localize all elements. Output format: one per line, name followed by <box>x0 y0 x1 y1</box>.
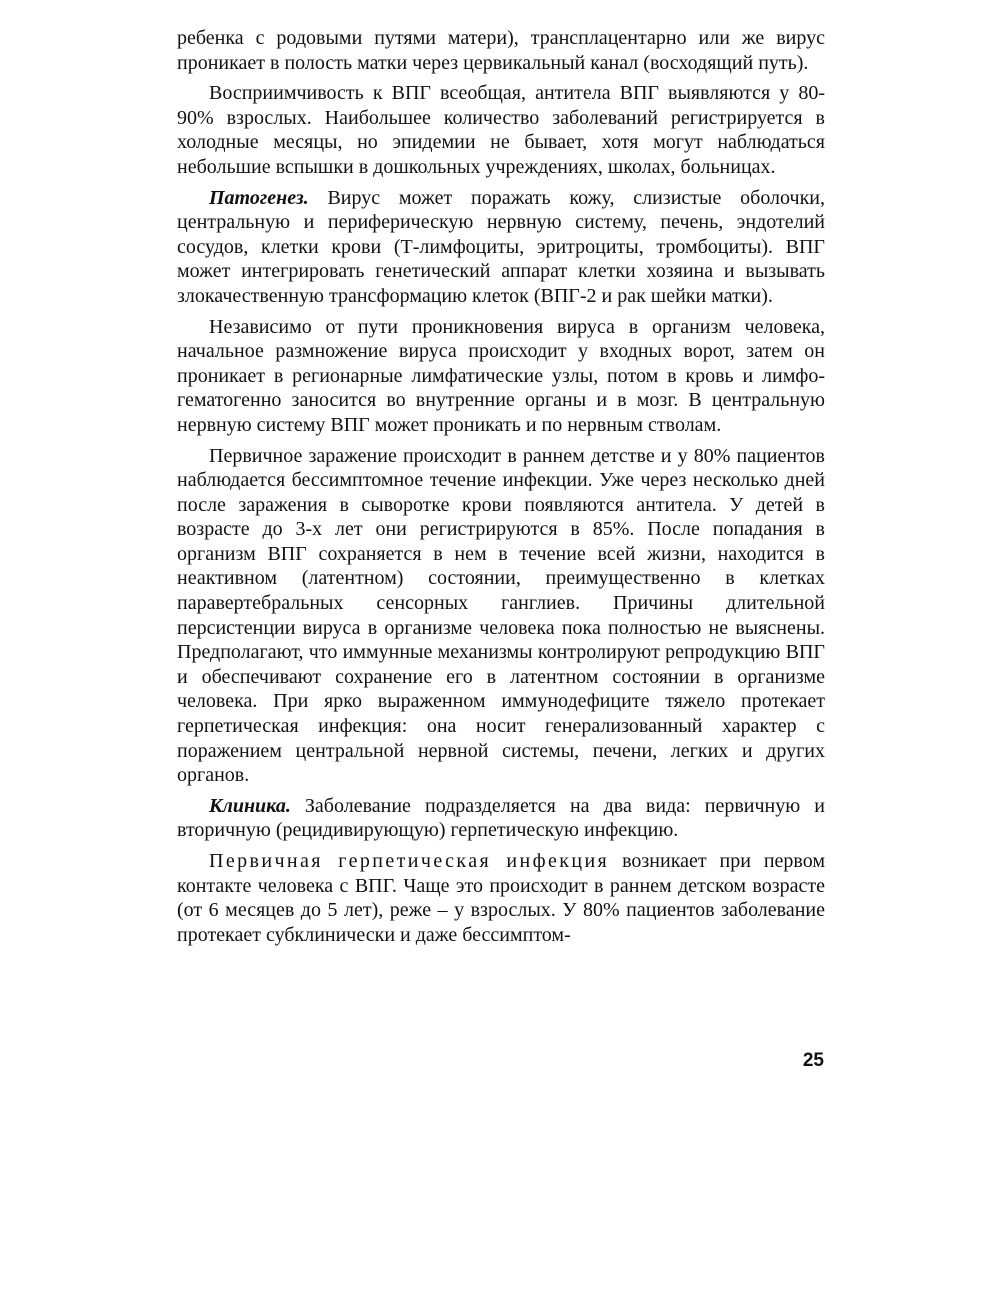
paragraph-continuation <box>177 26 825 75</box>
paragraph-primary-infection <box>177 444 825 788</box>
paragraph-text: Восприимчивость к ВПГ всеобщая, антитела ВПГ выявляются у 80-90% взрослых. Наибольшее количество заболеваний регистрируется в холодные месяцы, но эпидемии не бывает, хотя могут наблюдаться небольшие вспышки в дошкольных учреждениях, школах, больницах. <box>177 82 825 178</box>
paragraph-text: Первичное заражение происходит в раннем детстве и у 80% пациентов наблюдается бессимптомное течение инфекции. Уже через несколько дней после заражения в сыворотке крови появляются антитела. У детей в возрасте до 3-х лет они регистрируются в 85%. После попадания в организм ВПГ сохраняется в нем в течение всей жизни, находится в неактивном (латентном) состоянии, преимущественно в клетках паравертебральных сенсорных ганглиев. Причины длительной персистенции вируса в организме человека пока полностью не выяснены. Предполагают, что иммунные механизмы контролируют репродукцию ВПГ и обеспечивают сохранение его в латентном состоянии в организме человека. При ярко выраженном иммунодефиците тяжело протекает герпетическая инфекция: она носит генерализованный характер с поражением центральной нервной системы, печени, легких и других органов. <box>177 444 825 787</box>
paragraph-text: возникает при первом контакте человека с ВПГ. Чаще это происходит в раннем детском возрасте (от 6 месяцев до 5 лет), реже – у взрослых. У 80% пациентов заболевание протекает субклинически и даже бессимптом- <box>177 850 826 946</box>
paragraph-clinic <box>177 794 825 843</box>
paragraph-susceptibility <box>177 81 825 179</box>
term-primary-herpetic-infection: Первичная герпетическая инфекция <box>209 850 610 872</box>
paragraph-text: Вирус может поражать кожу, слизистые оболочки, центральную и периферическую нервную систему, печень, эндотелий сосудов, клетки крови (Т-лимфоциты, эритроциты, тромбоциты). ВПГ может интегрировать генетический аппарат клетки хозяина и вызывать злокачественную трансформацию клеток (ВПГ-2 и рак шейки матки). <box>177 186 825 307</box>
page-text <box>177 26 825 953</box>
paragraph-text: Независимо от пути проникновения вируса в организм человека, начальное размножение вируса происходит у входных ворот, затем он проникает в регионарные лимфатические узлы, потом в кровь и лимфо-гематогенно заносится во внутренние органы и в мозг. В центральную нервную систему ВПГ может проникать и по нервным стволам. <box>177 315 825 436</box>
paragraph-virus-spread <box>177 315 825 438</box>
paragraph-pathogenesis <box>177 186 825 309</box>
paragraph-primary-herpetic <box>177 849 825 947</box>
section-heading-pathogenesis: Патогенез. <box>209 186 309 209</box>
paragraph-text: Заболевание подразделяется на два вида: первичную и вторичную (рецидивирующую) герпетическую инфекцию. <box>177 794 825 842</box>
page-number: 25 <box>802 1050 824 1071</box>
section-heading-clinic: Клиника. <box>209 794 291 817</box>
paragraph-text: ребенка с родовыми путями матери), трансплацентарно или же вирус проникает в полость матки через цервикальный канал (восходящий путь). <box>177 27 825 74</box>
